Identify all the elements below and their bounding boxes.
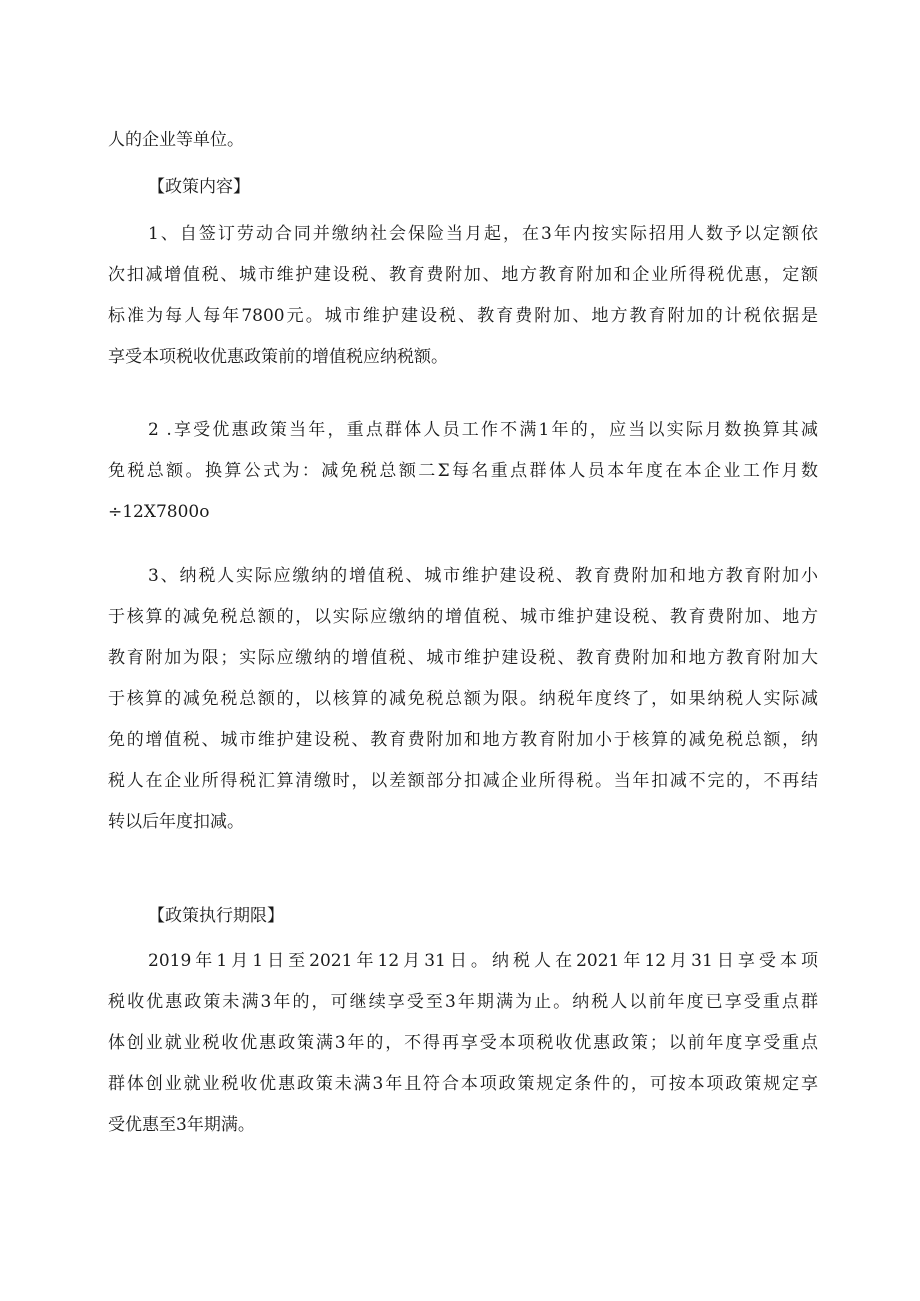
paragraph-line: 享受本项税收优惠政策前的增值税应纳税额。 — [108, 347, 448, 367]
content-paragraph-2 — [108, 410, 818, 533]
period-paragraph — [108, 941, 818, 1146]
paragraph-line: 受优惠至3年期满。 — [108, 1115, 255, 1135]
paragraph-line: 于核算的减免税总额的，以实际应缴纳的增值税、城市维护建设税、教育费附加、地方 — [108, 607, 818, 627]
intro-paragraph — [108, 120, 818, 161]
paragraph-line: 3、纳税人实际应缴纳的增值税、城市维护建设税、教育费附加和地方教育附加小 — [148, 566, 818, 586]
paragraph-line: 税收优惠政策未满3年的，可继续享受至3年期满为止。纳税人以前年度已享受重点群 — [108, 992, 818, 1012]
paragraph-line: 税人在企业所得税汇算清缴时，以差额部分扣减企业所得税。当年扣减不完的，不再结 — [108, 771, 818, 791]
paragraph-line: 体创业就业税收优惠政策满3年的，不得再享受本项税收优惠政策；以前年度享受重点 — [108, 1033, 818, 1053]
paragraph-line: 2019年1月1日至2021年12月31日。纳税人在2021年12月31日享受本项 — [148, 951, 818, 971]
section-heading-content: 【政策内容】 — [148, 177, 250, 197]
paragraph-line: 转以后年度扣减。 — [108, 812, 244, 832]
paragraph-line: 1、自签订劳动合同并缴纳社会保险当月起，在3年内按实际招用人数予以定额依 — [148, 224, 818, 244]
paragraph-line: ÷12X7800o — [108, 502, 210, 522]
section-heading-period: 【政策执行期限】 — [148, 906, 284, 926]
paragraph-line: 教育附加为限；实际应缴纳的增值税、城市维护建设税、教育费附加和地方教育附加大 — [108, 648, 818, 668]
paragraph-line: 免的增值税、城市维护建设税、教育费附加和地方教育附加小于核算的减免税总额，纳 — [108, 730, 818, 750]
paragraph-line: 2 .享受优惠政策当年，重点群体人员工作不满1年的，应当以实际月数换算其减 — [148, 420, 818, 440]
paragraph-line: 标准为每人每年7800元。城市维护建设税、教育费附加、地方教育附加的计税依据是 — [108, 306, 818, 326]
paragraph-line: 群体创业就业税收优惠政策未满3年且符合本项政策规定条件的，可按本项政策规定享 — [108, 1074, 818, 1094]
paragraph-line: 次扣减增值税、城市维护建设税、教育费附加、地方教育附加和企业所得税优惠，定额 — [108, 265, 818, 285]
content-paragraph-1 — [108, 214, 818, 378]
paragraph-line: 于核算的减免税总额的，以核算的减免税总额为限。纳税年度终了，如果纳税人实际减 — [108, 689, 818, 709]
content-paragraph-3 — [108, 556, 818, 843]
intro-line: 人的企业等单位。 — [108, 130, 244, 150]
paragraph-line: 免税总额。换算公式为：减免税总额二Σ每名重点群体人员本年度在本企业工作月数 — [108, 461, 818, 481]
